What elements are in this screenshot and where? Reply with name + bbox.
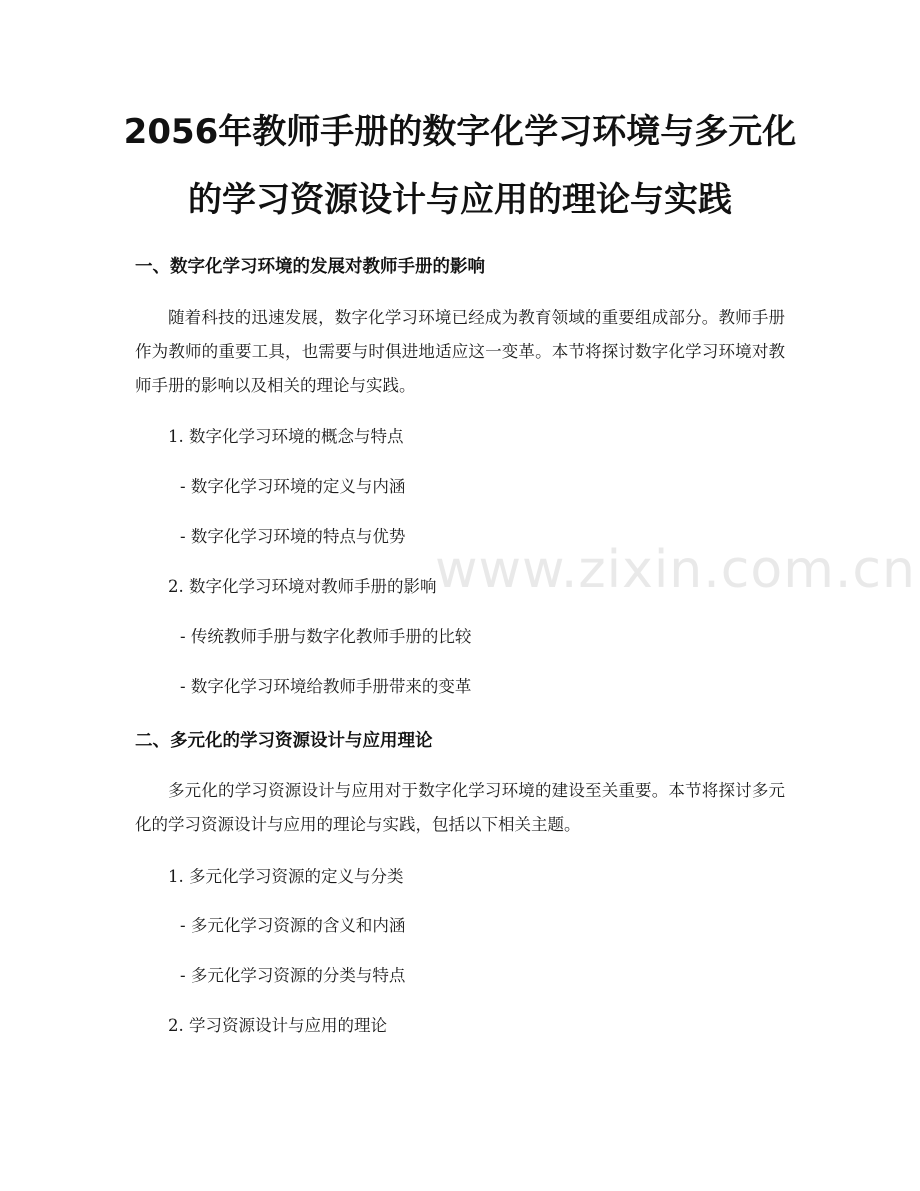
section-2-heading: 二、多元化的学习资源设计与应用理论 <box>135 731 433 751</box>
section-2-item-2: 2. 学习资源设计与应用的理论 <box>168 1016 387 1035</box>
section-1-item-2-sub-1: - 传统教师手册与数字化教师手册的比较 <box>180 627 472 646</box>
section-1-item-1-sub-1: - 数字化学习环境的定义与内涵 <box>180 477 406 496</box>
document-title <box>100 98 820 234</box>
section-2-item-1: 1. 多元化学习资源的定义与分类 <box>168 867 404 886</box>
section-1-paragraph: 随着科技的迅速发展，数字化学习环境已经成为教育领域的重要组成部分。教师手册作为教师的重要工具，也需要与时俱进地适应这一变革。本节将探讨数字化学习环境对教师手册的影响以及相关的理论与实践。 <box>135 308 785 395</box>
section-2-paragraph: 多元化的学习资源设计与应用对于数字化学习环境的建设至关重要。本节将探讨多元化的学习资源设计与应用的理论与实践，包括以下相关主题。 <box>135 781 785 834</box>
title-line-2: 的学习资源设计与应用的理论与实践 <box>188 180 732 220</box>
section-1-item-2-sub-2: - 数字化学习环境给教师手册带来的变革 <box>180 677 472 696</box>
section-1-heading: 一、数字化学习环境的发展对教师手册的影响 <box>135 257 485 277</box>
section-1-item-2: 2. 数字化学习环境对教师手册的影响 <box>168 577 437 596</box>
section-2-item-1-sub-2: - 多元化学习资源的分类与特点 <box>180 966 406 985</box>
section-1-item-1-sub-2: - 数字化学习环境的特点与优势 <box>180 527 406 546</box>
title-line-1: 2056年教师手册的数字化学习环境与多元化 <box>123 112 797 152</box>
section-2-item-1-sub-1: - 多元化学习资源的含义和内涵 <box>180 916 406 935</box>
section-1-item-1: 1. 数字化学习环境的概念与特点 <box>168 427 404 446</box>
watermark: www.zixin.com.cn <box>435 540 916 600</box>
